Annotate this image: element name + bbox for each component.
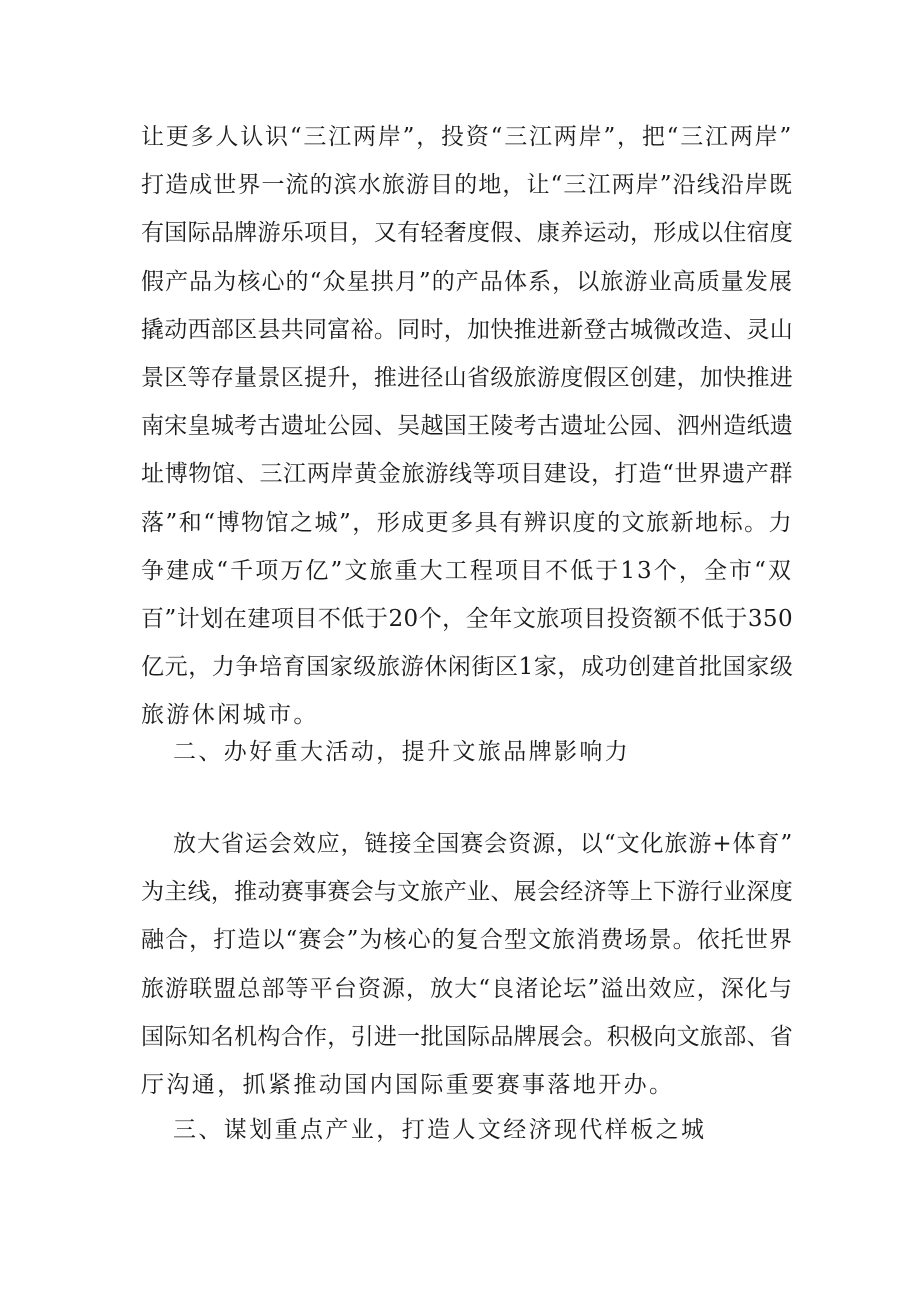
paragraph-tourism-projects bbox=[141, 113, 793, 739]
text-line: 撬动西部区县共同富裕。同时，加快推进新登古城微改造、灵山 bbox=[141, 316, 793, 343]
text-line: 亿元，力争培育国家级旅游休闲街区1家，成功创建首批国家级 bbox=[141, 654, 794, 681]
text-line: 南宋皇城考古遗址公园、吴越国王陵考古遗址公园、泗州造纸遗 bbox=[141, 413, 793, 440]
section-heading-key-industries bbox=[141, 1106, 793, 1154]
text-line: 百”计划在建项目不低于20个，全年文旅项目投资额不低于350 bbox=[141, 605, 793, 632]
text-line: 融合，打造以“赛会”为核心的复合型文旅消费场景。依托世界 bbox=[141, 927, 793, 954]
text-line: 争建成“千项万亿”文旅重大工程项目不低于13个，全市“双 bbox=[141, 557, 793, 584]
text-line: 打造成世界一流的滨水旅游目的地，让“三江两岸”沿线沿岸既 bbox=[141, 172, 793, 199]
text-line: 假产品为核心的“众星拱月”的产品体系，以旅游业高质量发展 bbox=[141, 268, 793, 295]
text-line: 旅游联盟总部等平台资源，放大“良渚论坛”溢出效应，深化与 bbox=[141, 975, 793, 1002]
text-line: 厅沟通，抓紧推动国内国际重要赛事落地开办。 bbox=[141, 1071, 675, 1098]
text-line: 有国际品牌游乐项目，又有轻奢度假、康养运动，形成以住宿度 bbox=[141, 220, 793, 247]
text-line: 让更多人认识“三江两岸”，投资“三江两岸”，把“三江两岸” bbox=[141, 124, 793, 150]
text-line: 放大省运会效应，链接全国赛会资源，以“文化旅游+体育” bbox=[173, 831, 793, 857]
text-line: 国际知名机构合作，引进一批国际品牌展会。积极向文旅部、省 bbox=[141, 1023, 793, 1050]
paragraph-major-events bbox=[141, 820, 793, 1109]
text-line: 为主线，推动赛事赛会与文旅产业、展会经济等上下游行业深度 bbox=[141, 879, 793, 906]
section-heading-major-events bbox=[141, 728, 793, 776]
heading-text: 三、谋划重点产业，打造人文经济现代样板之城 bbox=[173, 1117, 707, 1143]
heading-text: 二、办好重大活动，提升文旅品牌影响力 bbox=[173, 739, 631, 765]
text-line: 落”和“博物馆之城”，形成更多具有辨识度的文旅新地标。力 bbox=[141, 509, 793, 536]
text-line: 旅游休闲城市。 bbox=[141, 702, 319, 729]
text-line: 址博物馆、三江两岸黄金旅游线等项目建设，打造“世界遗产群 bbox=[141, 461, 793, 488]
text-line: 景区等存量景区提升，推进径山省级旅游度假区创建，加快推进 bbox=[141, 364, 793, 391]
